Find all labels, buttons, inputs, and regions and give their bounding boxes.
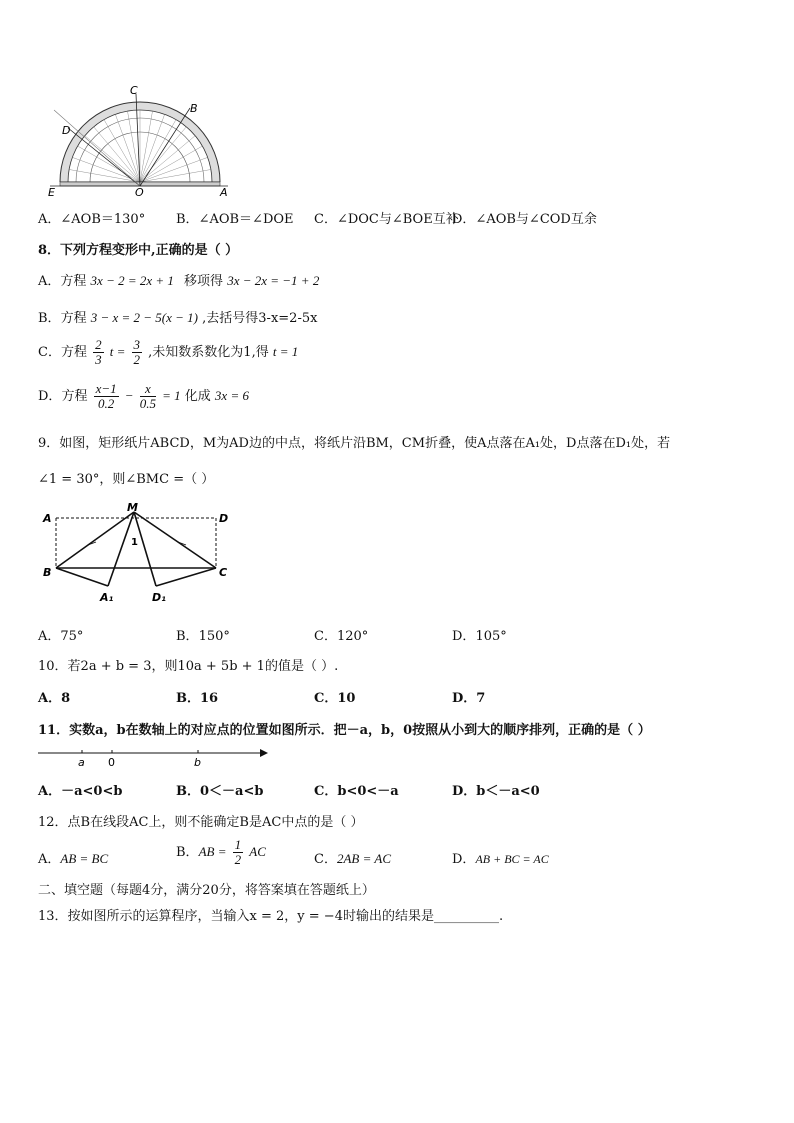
protractor xyxy=(50,94,228,186)
q7-option-b[interactable]: B．∠AOB＝∠DOE xyxy=(176,212,294,227)
q11-option-b[interactable]: B．0＜－a<b xyxy=(176,784,264,799)
section-heading-fill-in: 二、填空题（每题4分，满分20分，将答案填在答题纸上） xyxy=(38,883,375,898)
q10-option-d[interactable]: D．7 xyxy=(452,691,486,706)
q12-option-b[interactable]: B．AB = $\frac{1}{2}$ AC xyxy=(176,837,266,867)
q10-option-a[interactable]: A．8 xyxy=(38,691,71,706)
q9-option-a[interactable]: A．75° xyxy=(38,629,84,644)
protractor-figure xyxy=(38,82,238,200)
q9-stem-line1: 9．如图，矩形纸片ABCD，M为AD边的中点，将纸片沿BM，CM折叠，使A点落在A₁处，D点落在D₁处，若 xyxy=(38,436,671,451)
q8-option-b[interactable]: B．方程 3 − x = 2 − 5(x − 1) ,去括号得3-x=2-5x xyxy=(38,310,318,326)
fraction: $\frac{1}{2}$ xyxy=(234,837,242,867)
q8-option-c[interactable]: C．方程 $\frac{2}{3}$ t = $\frac{3}{2}$ ,未知数系数化为1,得 t = 1 xyxy=(38,337,299,367)
q9-option-c[interactable]: C．120° xyxy=(314,629,369,644)
label-d: D xyxy=(62,124,71,137)
q11-stem: 11．实数a，b在数轴上的对应点的位置如图所示．把－a，b，0按照从小到大的顺序排列，正确的是（ ） xyxy=(38,723,651,738)
axis-label-b: b xyxy=(194,756,201,768)
fold-diagram xyxy=(56,512,216,586)
axis-label-a: a xyxy=(78,756,85,768)
q9-option-b[interactable]: B．150° xyxy=(176,629,230,644)
fig9-label-angle1: 1 xyxy=(131,537,138,548)
answer-blank[interactable]: __________ xyxy=(433,909,499,924)
label-c: C xyxy=(130,84,138,97)
fig9-label-b: B xyxy=(43,566,52,579)
label-e: E xyxy=(48,186,55,199)
q11-option-c[interactable]: C．b<0<－a xyxy=(314,784,399,799)
q13-stem: 13．按如图所示的运算程序，当输入x = 2，y = −4时输出的结果是__________. xyxy=(38,909,504,924)
fraction: $\frac{3}{2}$ xyxy=(133,337,141,367)
fig9-label-d: D xyxy=(219,512,229,525)
number-line xyxy=(36,744,268,768)
q7-option-c[interactable]: C．∠DOC与∠BOE互补 xyxy=(314,212,459,227)
label-o: O xyxy=(135,186,144,199)
q7-option-d[interactable]: D．∠AOB与∠COD互余 xyxy=(452,212,597,227)
q8-option-a[interactable]: A．方程 3x − 2 = 2x + 1 移项得 3x − 2x = −1 + 2 xyxy=(38,273,320,289)
q10-stem: 10．若2a + b = 3，则10a + 5b + 1的值是（ ）. xyxy=(38,659,339,674)
q9-option-d[interactable]: D．105° xyxy=(452,629,507,644)
q12-option-a[interactable]: A．AB = BC xyxy=(38,851,109,867)
q10-option-c[interactable]: C．10 xyxy=(314,691,356,706)
q7-option-a[interactable]: A．∠AOB＝130° xyxy=(38,212,146,227)
fig9-label-c: C xyxy=(219,566,228,579)
label-b: B xyxy=(190,102,198,115)
fig9-label-a1: A₁ xyxy=(100,591,114,604)
fraction: $\frac{x-1}{0.2}$ xyxy=(95,381,117,411)
axis-label-zero: 0 xyxy=(108,756,115,768)
rectangle-fold-figure xyxy=(38,500,238,610)
fig9-label-d1: D₁ xyxy=(152,591,166,604)
fraction: $\frac{2}{3}$ xyxy=(95,337,102,367)
fig9-label-m: M xyxy=(127,501,138,514)
q12-option-c[interactable]: C．2AB = AC xyxy=(314,851,391,867)
q12-stem: 12．点B在线段AC上，则不能确定B是AC中点的是（ ） xyxy=(38,815,364,830)
fig9-label-a: A xyxy=(43,512,52,525)
q11-option-d[interactable]: D．b＜－a<0 xyxy=(452,784,540,799)
q10-option-b[interactable]: B．16 xyxy=(176,691,219,706)
label-a: A xyxy=(220,186,228,199)
fraction: $\frac{x}{0.5}$ xyxy=(139,381,156,411)
q8-option-d[interactable]: D．方程 $\frac{x-1}{0.2}$ − $\frac{x}{0.5}$ = 1 化成 3x = 6 xyxy=(38,381,249,411)
q8-stem: 8．下列方程变形中,正确的是（ ） xyxy=(38,243,239,258)
q12-option-d[interactable]: D．AB + BC = AC xyxy=(452,852,549,867)
q11-option-a[interactable]: A．－a<0<b xyxy=(38,784,123,799)
q9-stem-line2: ∠1 = 30°，则∠BMC =（ ） xyxy=(38,472,215,487)
